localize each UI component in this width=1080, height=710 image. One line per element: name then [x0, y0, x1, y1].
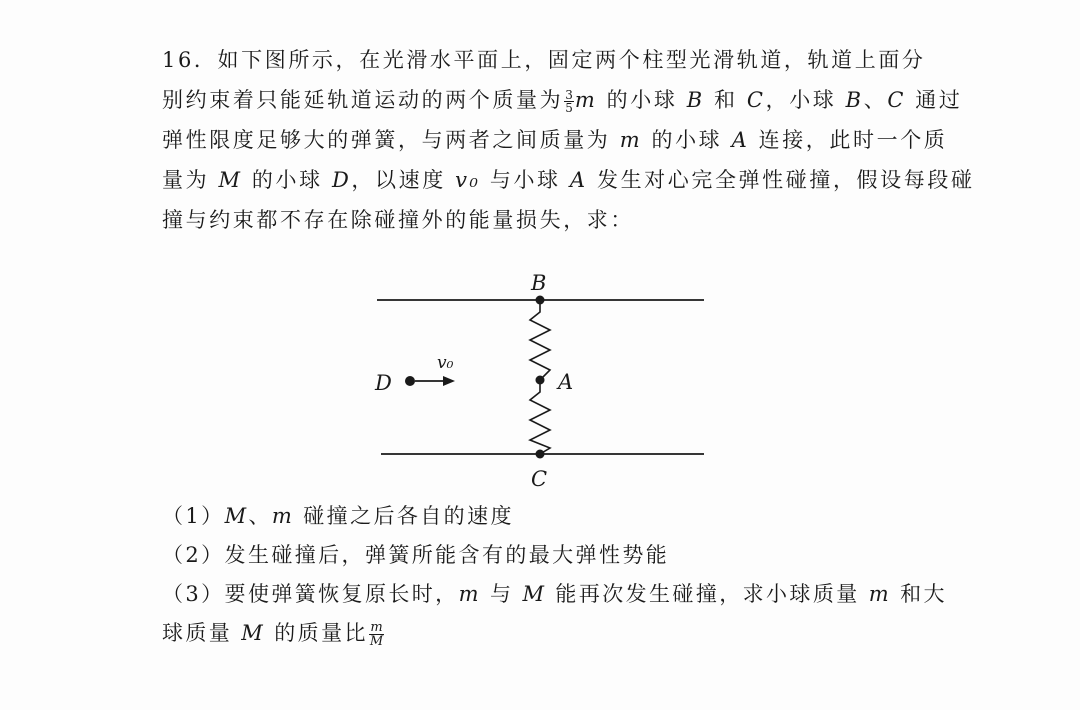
upper-spring	[530, 300, 550, 380]
math-symbol: A	[731, 128, 750, 152]
question-text: 与	[480, 582, 523, 606]
problem-text: 、	[863, 88, 888, 112]
ball-b	[536, 296, 545, 305]
label-a: A	[558, 370, 574, 394]
question-text: 、	[248, 504, 272, 528]
math-symbol: A	[569, 168, 588, 192]
math-symbol: D	[331, 168, 352, 192]
math-symbol: B	[845, 88, 864, 112]
math-symbol: C	[746, 88, 766, 112]
question-text: 能再次发生碰撞，求小球质量	[546, 582, 869, 606]
problem-text: 发生对心完全弹性碰撞，假设每段碰	[587, 168, 975, 192]
label-v0: v₀	[437, 353, 454, 373]
math-symbol: B	[686, 88, 705, 112]
math-symbol: M	[522, 582, 547, 606]
velocity-arrow-head	[443, 376, 455, 386]
question-text: （3）要使弹簧恢复原长时，	[162, 582, 459, 606]
question-text: 和大	[891, 582, 947, 606]
question-text: （2）发生碰撞后，弹簧所能含有的最大弹性势能	[162, 543, 670, 567]
math-symbol: v₀	[455, 168, 481, 192]
label-c: C	[531, 467, 548, 491]
fraction-denominator: M	[369, 634, 384, 649]
problem-text: 撞与约束都不存在除碰撞外的能量损失，求：	[162, 208, 634, 232]
question-3	[162, 575, 947, 614]
problem-text: 的小球	[242, 168, 332, 192]
ball-a	[536, 376, 545, 385]
problem-text: ，小球	[765, 88, 846, 112]
fraction-numerator: 3	[565, 88, 573, 102]
ball-c	[536, 450, 545, 459]
math-symbol: M	[241, 621, 266, 645]
question-text: （1）	[162, 504, 225, 528]
problem-text: 量为	[162, 168, 219, 192]
problem-text: 和	[704, 88, 747, 112]
question-3-continued	[162, 614, 942, 653]
math-symbol: m	[458, 582, 481, 606]
problem-text: 的小球	[642, 128, 732, 152]
question-text: 的质量比	[265, 621, 368, 645]
label-d: D	[375, 371, 392, 395]
label-b: B	[531, 271, 547, 295]
question-text: 球质量	[162, 621, 242, 645]
question-text: 碰撞之后各自的速度	[294, 504, 514, 528]
math-symbol: M	[218, 168, 243, 192]
problem-text: 的小球	[597, 88, 687, 112]
question-1	[162, 497, 942, 536]
ball-d	[405, 376, 415, 386]
problem-text: ，以速度	[351, 168, 456, 192]
problem-text: 与小球	[480, 168, 570, 192]
problem-text: 通过	[906, 88, 963, 112]
math-symbol: m	[619, 128, 643, 152]
question-2	[162, 536, 942, 575]
problem-text: 16．如下图所示，在光滑水平面上，固定两个柱型光滑轨道，轨道上面分	[162, 48, 926, 72]
math-symbol: M	[224, 504, 249, 528]
fraction-denominator: 5	[565, 101, 573, 115]
fraction-numerator: m	[370, 620, 383, 635]
problem-text: 连接，此时一个质	[749, 128, 948, 152]
math-symbol: m	[271, 504, 295, 528]
question-list	[162, 497, 947, 653]
mass-ratio-fraction	[369, 621, 384, 648]
lower-spring	[530, 380, 550, 454]
problem-text: 弹性限度足够大的弹簧，与两者之间质量为	[162, 128, 620, 152]
math-symbol: C	[887, 88, 906, 112]
problem-text: 别约束着只能延轨道运动的两个质量为	[162, 88, 564, 112]
math-symbol: m	[868, 582, 892, 606]
math-symbol: m	[574, 88, 598, 112]
